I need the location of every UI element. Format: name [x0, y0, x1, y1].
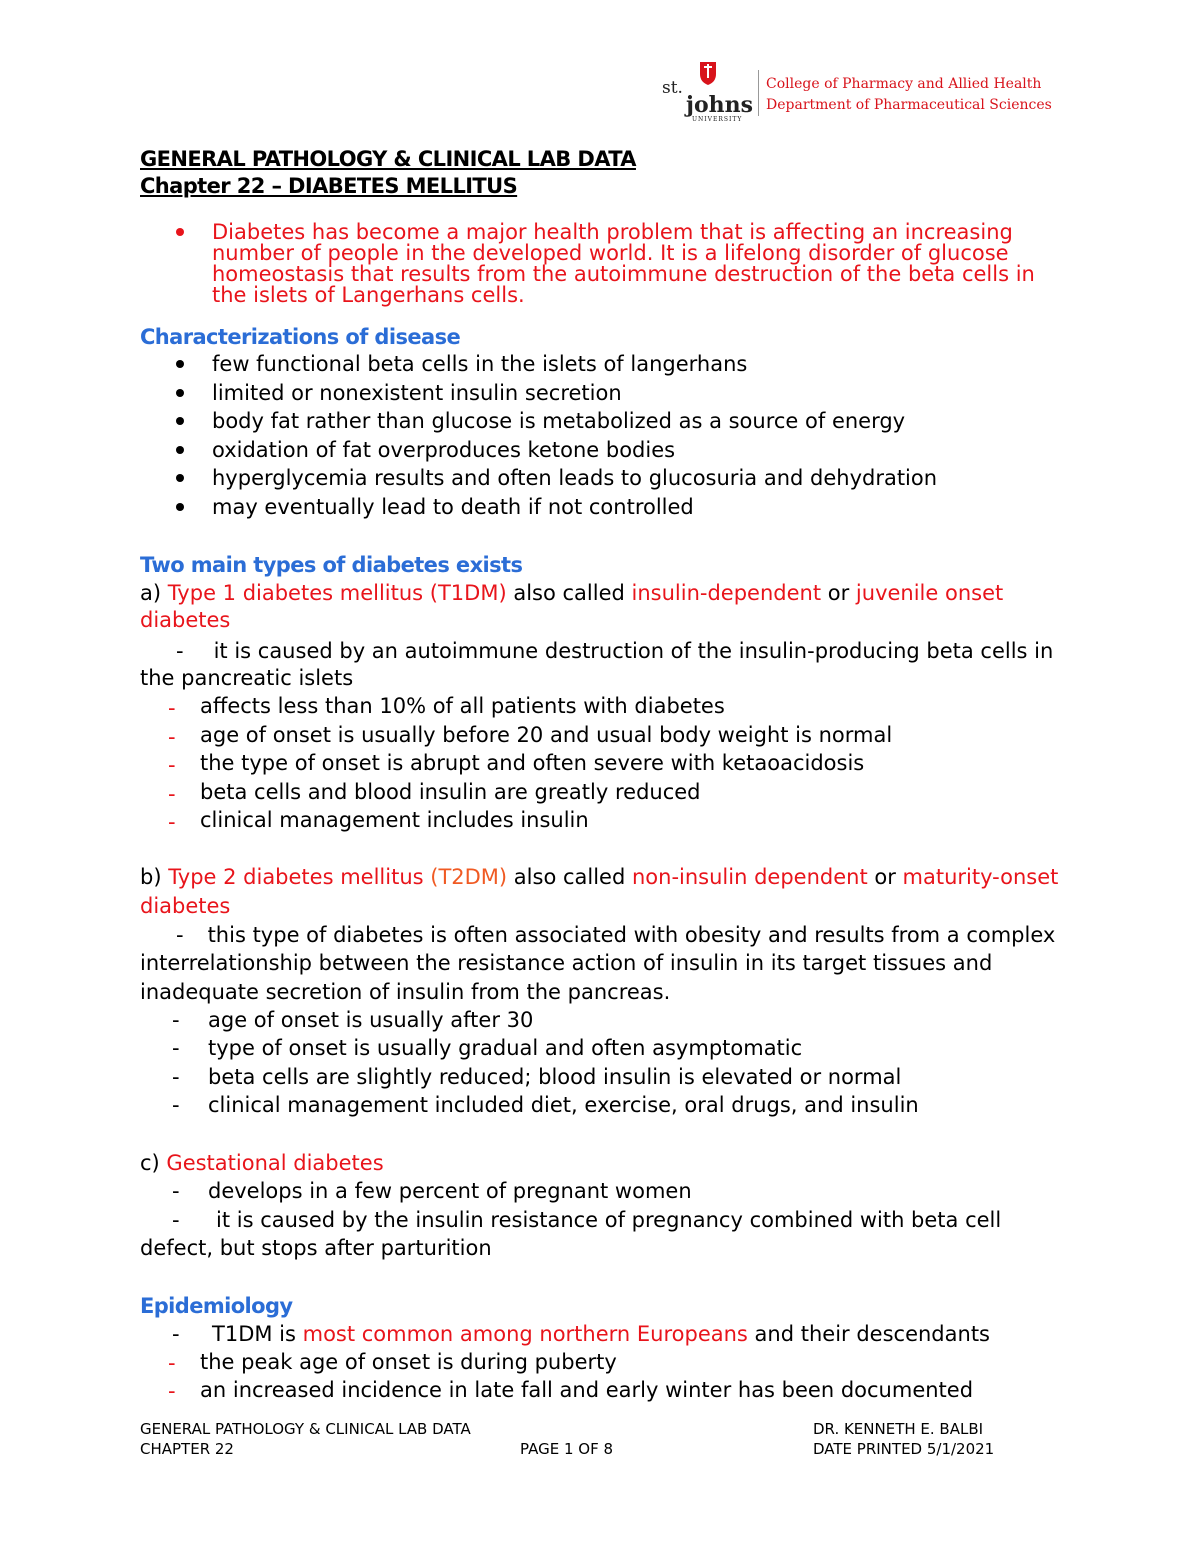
list-item: the type of onset is abrupt and often severe with ketaoacidosis — [200, 751, 865, 775]
intro-line-3: homeostasis that results from the autoimmune destruction of the beta cells in — [212, 262, 1035, 286]
type2-cause-line-1 — [140, 921, 1055, 949]
type2-alt2: maturity-onset — [902, 865, 1059, 889]
intro-line-1: Diabetes has become a major health problem that is affecting an increasing — [212, 220, 1013, 244]
list-item: clinical management includes insulin — [200, 808, 589, 832]
dash-marker: - — [172, 1208, 180, 1232]
type1-heading-cont: diabetes — [140, 608, 231, 632]
university-logo — [662, 58, 762, 126]
footer-page-number: PAGE 1 OF 8 — [520, 1440, 614, 1458]
dash-marker: - — [168, 725, 176, 749]
list-item: age of onset is usually after 30 — [208, 1008, 534, 1032]
dash-marker: - — [172, 1008, 180, 1032]
dash-marker: - — [172, 1093, 180, 1117]
type2-name: Type 2 diabetes mellitus — [168, 865, 431, 889]
list-bullet — [176, 417, 184, 425]
type1-cause-line-1 — [140, 637, 1053, 665]
epi-item1-a: T1DM is — [212, 1322, 303, 1346]
epi-item1-c: and their descendants — [747, 1322, 990, 1346]
intro-bullet — [176, 228, 184, 236]
list-bullet — [176, 474, 184, 482]
header-divider — [758, 70, 759, 116]
epi-item1-b: most common among northern Europeans — [302, 1322, 748, 1346]
list-item-cont: defect, but stops after parturition — [140, 1236, 492, 1260]
footer-author: DR. KENNETH E. BALBI — [813, 1420, 984, 1438]
intro-line-4: the islets of Langerhans cells. — [212, 283, 525, 307]
list-bullet — [176, 503, 184, 511]
document-title: GENERAL PATHOLOGY & CLINICAL LAB DATA — [140, 147, 636, 171]
list-item: type of onset is usually gradual and often asymptomatic — [208, 1036, 803, 1060]
type2-abbrev: (T2DM) — [430, 865, 508, 889]
dash-marker: - — [168, 1351, 176, 1375]
list-item: may eventually lead to death if not controlled — [212, 495, 694, 519]
logo-lettering-st: st. — [662, 78, 683, 98]
footer-chapter: CHAPTER 22 — [140, 1440, 234, 1458]
epidemiology-item-1 — [212, 1320, 990, 1348]
type1-name: Type 1 diabetes mellitus (T1DM) — [167, 581, 507, 605]
dash-marker: - — [168, 696, 176, 720]
chapter-title: Chapter 22 – DIABETES MELLITUS — [140, 174, 518, 198]
dash-marker: - — [172, 1065, 180, 1089]
intro-line-2: number of people in the developed world. It is a lifelong disorder of glucose — [212, 241, 1009, 265]
list-item: hyperglycemia results and often leads to glucosuria and dehydration — [212, 466, 938, 490]
type1-alt1: insulin-dependent — [631, 581, 822, 605]
dash-marker: - — [176, 639, 184, 663]
dash-marker: - — [172, 1036, 180, 1060]
footer-course: GENERAL PATHOLOGY & CLINICAL LAB DATA — [140, 1420, 471, 1438]
list-item: limited or nonexistent insulin secretion — [212, 381, 622, 405]
type1-heading — [140, 579, 1003, 607]
list-item: develops in a few percent of pregnant women — [208, 1179, 692, 1203]
section-heading-epidemiology: Epidemiology — [140, 1294, 293, 1318]
logo-lettering-university: UNIVERSITY — [692, 116, 743, 123]
gestational-letter: c) — [140, 1151, 167, 1175]
list-item: beta cells are slightly reduced; blood insulin is elevated or normal — [208, 1065, 902, 1089]
logo-lettering-johns: johns — [686, 92, 754, 118]
list-item: it is caused by the insulin resistance of pregnancy combined with beta cell — [216, 1208, 1002, 1232]
type2-cause-line-2: interrelationship between the resistance action of insulin in its target tissues and — [140, 951, 993, 975]
list-bullet — [176, 360, 184, 368]
dash-marker: - — [172, 1179, 180, 1203]
type2-alt1: non-insulin dependent — [631, 865, 868, 889]
gestational-heading — [140, 1149, 384, 1177]
type2-cause-text: this type of diabetes is often associated with obesity and results from a complex — [207, 923, 1056, 947]
dash-marker: - — [172, 1322, 180, 1346]
list-item: oxidation of fat overproduces ketone bodies — [212, 438, 676, 462]
type1-alt2: juvenile onset — [855, 581, 1004, 605]
type1-letter: a) — [140, 581, 168, 605]
section-heading-types: Two main types of diabetes exists — [140, 553, 523, 577]
list-item: body fat rather than glucose is metabolized as a source of energy — [212, 409, 906, 433]
dash-marker: - — [176, 923, 184, 947]
dash-marker: - — [168, 782, 176, 806]
list-item: few functional beta cells in the islets of langerhans — [212, 352, 748, 376]
type1-also-called: also called — [506, 581, 632, 605]
header-college: College of Pharmacy and Allied Health — [766, 76, 1042, 92]
list-bullet — [176, 389, 184, 397]
type1-or: or — [821, 581, 856, 605]
type2-heading-cont: diabetes — [140, 894, 231, 918]
list-item: affects less than 10% of all patients with diabetes — [200, 694, 725, 718]
footer-date: DATE PRINTED 5/1/2021 — [813, 1440, 995, 1458]
type2-or: or — [867, 865, 903, 889]
gestational-name: Gestational diabetes — [166, 1151, 384, 1175]
type2-letter: b) — [140, 865, 169, 889]
type2-cause-line-3: inadequate secretion of insulin from the pancreas. — [140, 980, 671, 1004]
header-department: Department of Pharmaceutical Sciences — [766, 97, 1052, 113]
list-item: clinical management included diet, exercise, oral drugs, and insulin — [208, 1093, 919, 1117]
dash-marker: - — [168, 810, 176, 834]
type2-heading — [140, 863, 1058, 891]
dash-marker: - — [168, 1379, 176, 1403]
list-item: an increased incidence in late fall and early winter has been documented — [200, 1378, 974, 1402]
type1-cause-line-2: the pancreatic islets — [140, 666, 354, 690]
list-item: the peak age of onset is during puberty — [200, 1350, 617, 1374]
section-heading-characterizations: Characterizations of disease — [140, 325, 461, 349]
type1-cause-text: it is caused by an autoimmune destruction of the insulin-producing beta cells in — [213, 639, 1054, 663]
list-item: beta cells and blood insulin are greatly reduced — [200, 780, 701, 804]
dash-marker: - — [168, 753, 176, 777]
type2-also-called: also called — [507, 865, 632, 889]
list-bullet — [176, 446, 184, 454]
list-item: age of onset is usually before 20 and usual body weight is normal — [200, 723, 893, 747]
